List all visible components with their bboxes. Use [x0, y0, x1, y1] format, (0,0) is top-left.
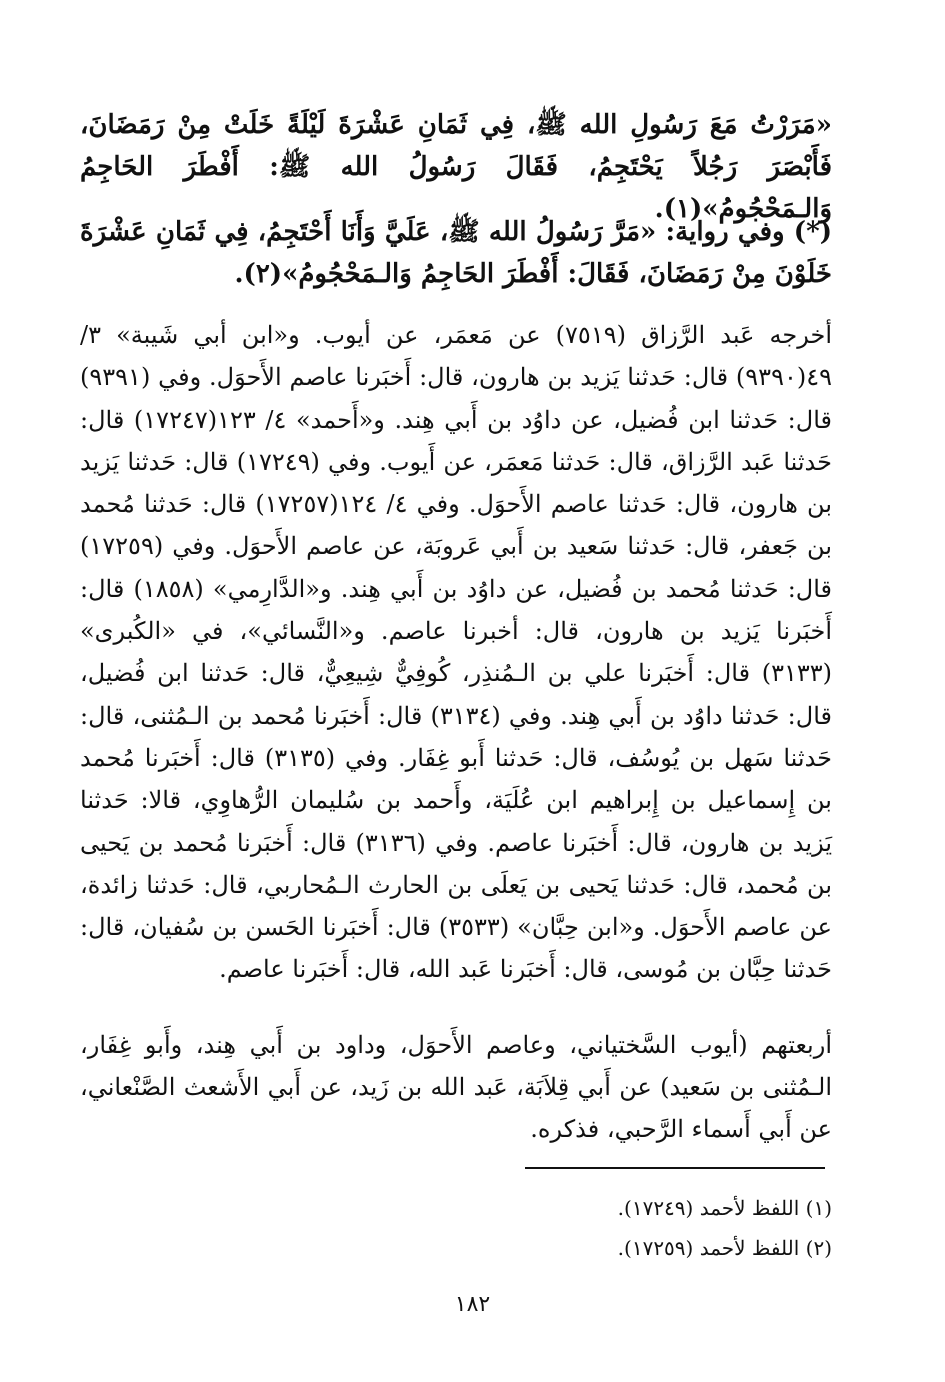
footnotes	[480, 1188, 832, 1268]
footnote-1: (١) اللفظ لأحمد (١٧٢٤٩).	[617, 1196, 832, 1220]
footnote-divider	[525, 1167, 825, 1169]
footnote-2: (٢) اللفظ لأحمد (١٧٢٥٩).	[617, 1236, 832, 1260]
takhrij-paragraph: أخرجه عَبد الرَّزاق (٧٥١٩) عن مَعمَر، عن أيوب. و«ابن أبي شَيبة» ٣/ ٤٩(٩٣٩٠) قال: حَدثنا يَزيد بن هارون، قال: أَخبَرنا عاصم الأَحوَل. وفي (٩٣٩١) قال: حَدثنا ابن فُضيل، عن داوُد بن أَبي هِند. و«أَحمد» ٤/ ١٢٣(١٧٢٤٧) قال: حَدثنا عَبد الرَّزاق، قال: حَدثنا مَعمَر، عن أَيوب. وفي (١٧٢٤٩) قال: حَدثنا يَزيد بن هارون، قال: حَدثنا عاصم الأَحوَل. وفي ٤/ ١٢٤(١٧٢٥٧) قال: حَدثنا مُحمد بن جَعفر، قال: حَدثنا سَعيد بن أَبي عَروبَة، عن عاصم الأَحوَل. وفي (١٧٢٥٩) قال: حَدثنا مُحمد بن فُضيل، عن داوُد بن أَبي هِند. و«الدَّارِمي» (١٨٥٨) قال: أَخبَرنا يَزيد بن هارون، قال: أخبرنا عاصم. و«النَّسائي»، في «الكُبرى» (٣١٣٣) قال: أَخبَرنا علي بن الـمُنذِر، كُوفِيٌّ شِيعِيٌّ، قال: حَدثنا ابن فُضيل، قال: حَدثنا داوُد بن أَبي هِند. وفي (٣١٣٤) قال: أَخبَرنا مُحمد بن الـمُثنى، قال: حَدثنا سَهل بن يُوسُف، قال: حَدثنا أَبو غِفَار. وفي (٣١٣٥) قال: أَخبَرنا مُحمد بن إِسماعيل بن إِبراهيم ابن عُلَيَة، وأَحمد بن سُليمان الرُّهاوِي، قالا: حَدثنا يَزيد بن هارون، قال: أَخبَرنا عاصم. وفي (٣١٣٦) قال: أَخبَرنا مُحمد بن يَحيى بن مُحمد، قال: حَدثنا يَحيى بن يَعلَى بن الحارث الـمُحاربي، قال: حَدثنا زائدة، عن عاصم الأَحوَل. و«ابن حِبَّان» (٣٥٣٣) قال: أَخبَرنا الحَسن بن سُفيان، قال: حَدثنا حِبَّان بن مُوسى، قال: أَخبَرنا عَبد الله، قال: أَخبَرنا عاصم.	[80, 321, 833, 984]
summary-paragraph: أربعتهم (أيوب السَّختياني، وعاصم الأَحوَل، وداود بن أَبي هِند، وأَبو غِفَار، الـمُثنى بن سَعيد) عن أَبي قِلاَبَة، عَبد الله بن زَيد، عن أَبي الأَشعث الصَّنْعاني، عن أَبي أَسماء الرَّحبي، فذكره.	[80, 1031, 832, 1143]
riwaya-text: (*) وفي رواية: «مَرَّ رَسُولُ الله ﷺ، عَلَيَّ وَأَنَا أَحْتَجِمُ، فِي ثَمَانِ عَشْرَةَ خَلَوْنَ مِنْ رَمَضَانَ، فَقَالَ: أَفْطَرَ الحَاجِمُ وَالـمَحْجُومُ»(٢).	[80, 217, 832, 289]
hadith-text: «مَرَرْتُ مَعَ رَسُولِ الله ﷺ، فِي ثَمَانِ عَشْرَةَ لَيْلَةً خَلَتْ مِنْ رَمَضَانَ، فَأَبْصَرَ رَجُلاً يَحْتَجِمُ، فَقَالَ رَسُولُ الله ﷺ: أَفْطَرَ الحَاجِمُ وَالـمَحْجُومُ»(١).	[80, 110, 832, 224]
page-number: ١٨٢	[454, 1292, 491, 1317]
